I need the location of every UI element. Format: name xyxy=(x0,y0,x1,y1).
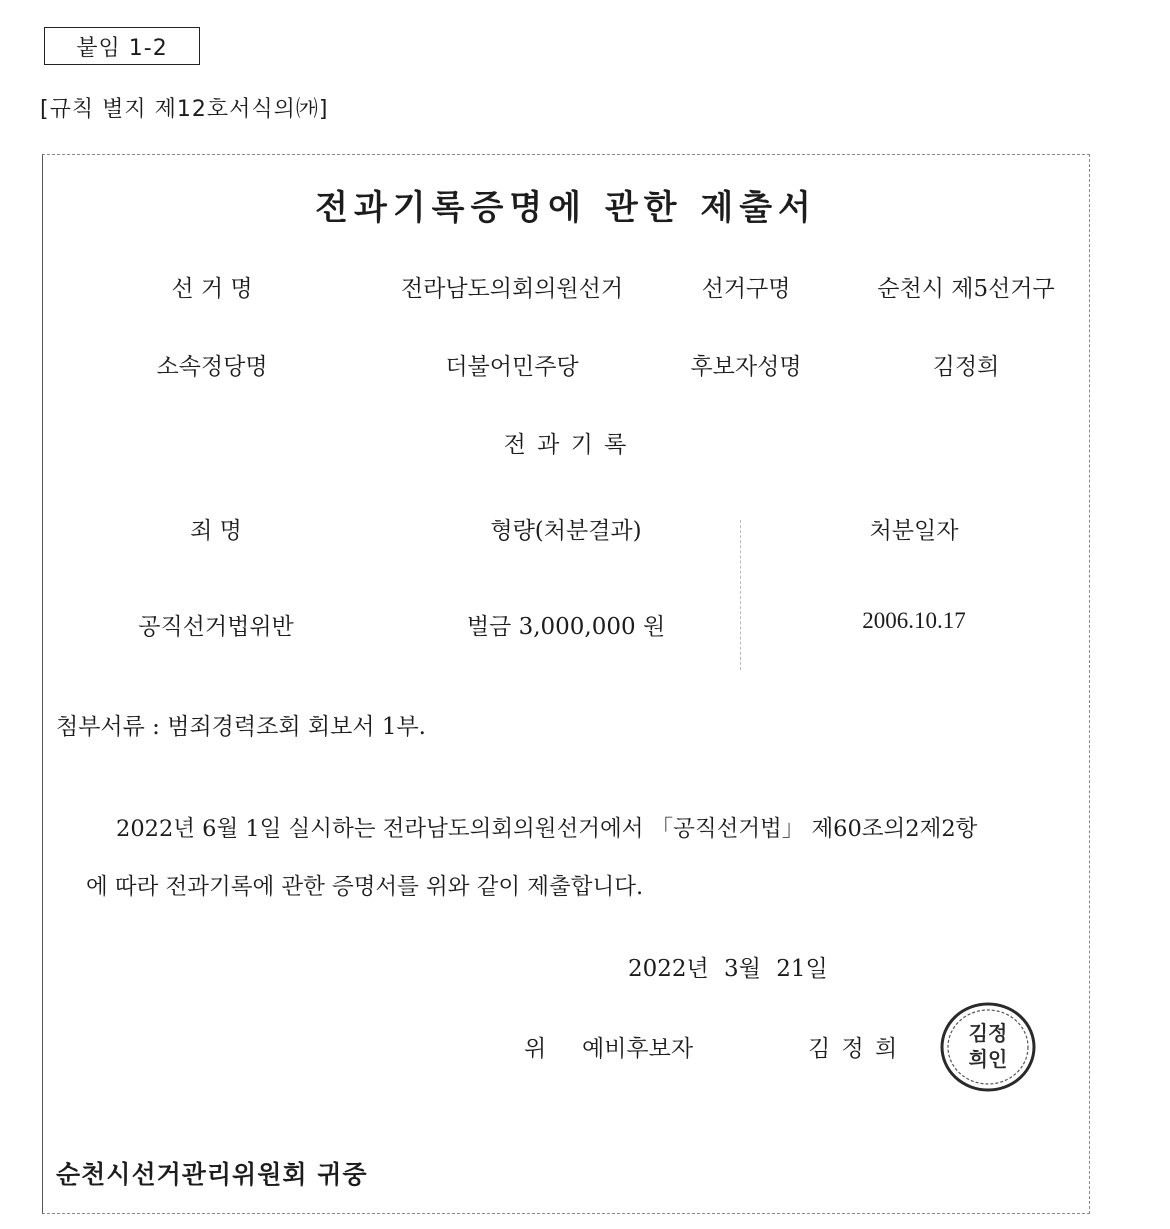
signer-role: 예비후보자 xyxy=(582,1036,694,1062)
district-value: 순천시 제5선거구 xyxy=(877,276,1055,302)
column-divider xyxy=(740,520,741,670)
rule-reference: [규칙 별지 제12호서식의㈎] xyxy=(40,97,329,122)
candidate-label: 후보자성명 xyxy=(690,354,802,380)
header-crime: 죄 명 xyxy=(190,518,242,544)
attachment-note: 첨부서류 : 범죄경력조회 회보서 1부. xyxy=(56,714,426,740)
submission-date: 2022년 3월 21일 xyxy=(628,956,828,982)
row-crime: 공직선거법위반 xyxy=(138,614,294,640)
signer-prefix: 위 xyxy=(524,1036,547,1062)
record-section-title: 전 과 기 록 xyxy=(503,432,629,458)
declaration-line-1: 2022년 6월 1일 실시하는 전라남도의회의원선거에서 「공직선거법」 제60조의2제2항 xyxy=(116,816,978,842)
attachment-tag: 붙임 1-2 xyxy=(44,27,200,65)
declaration-line-2: 에 따라 전과기록에 관한 증명서를 위와 같이 제출합니다. xyxy=(86,874,644,900)
district-label: 선거구명 xyxy=(701,276,791,302)
header-date: 처분일자 xyxy=(869,518,959,544)
candidate-value: 김정희 xyxy=(932,354,1000,380)
recipient: 순천시선거관리위원회 귀중 xyxy=(56,1160,368,1189)
header-sentence: 형량(처분결과) xyxy=(490,518,642,544)
election-name-label: 선 거 명 xyxy=(171,276,253,302)
declaration-paragraph xyxy=(86,800,1076,916)
row-sentence: 벌금 3,000,000 원 xyxy=(466,614,666,640)
document-title: 전과기록증명에 관한 제출서 xyxy=(315,188,817,228)
party-label: 소속정당명 xyxy=(156,354,268,380)
svg-text:김정: 김정 xyxy=(968,1021,1008,1045)
seal-stamp xyxy=(938,1000,1038,1094)
signer-name: 김 정 희 xyxy=(808,1036,900,1062)
svg-text:희인: 희인 xyxy=(968,1047,1008,1071)
row-date: 2006.10.17 xyxy=(862,608,966,633)
form-frame xyxy=(42,154,1090,1214)
party-value: 더불어민주당 xyxy=(445,354,579,380)
election-name-value: 전라남도의회의원선거 xyxy=(400,276,624,302)
